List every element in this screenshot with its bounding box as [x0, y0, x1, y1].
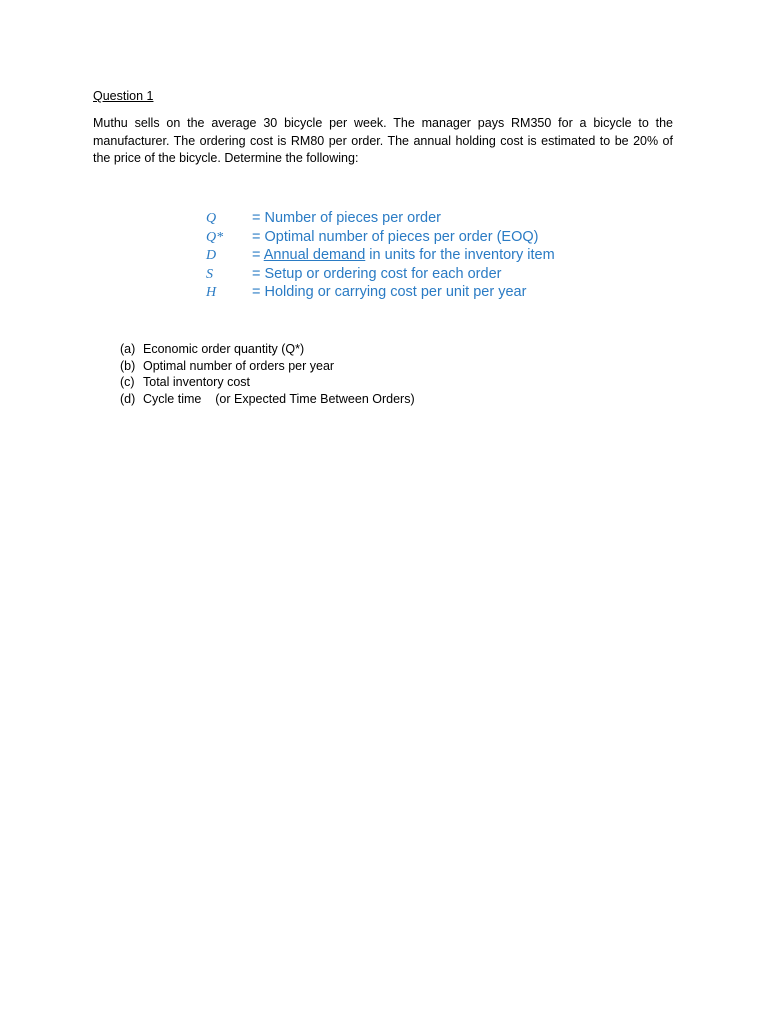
- definition-text: [252, 228, 539, 247]
- definitions-list: [206, 209, 626, 302]
- definition-text-pre: = Number of pieces per order: [252, 210, 441, 226]
- definition-symbol: Q: [206, 211, 217, 226]
- definition-text: [252, 265, 501, 284]
- question-intro: Muthu sells on the average 30 bicycle per week. The manager pays RM350 for a bicycle to the manufacturer. The ordering cost is RM80 per order. The annual holding cost is estimated to be 20% of the price of the bicycle. Determine the following:: [93, 116, 673, 165]
- question-part-c: [120, 374, 540, 391]
- definition-text-post: in units for the inventory item: [365, 247, 555, 263]
- part-marker: (d): [120, 392, 136, 407]
- definition-text-pre: = Setup or ordering cost for each order: [252, 265, 502, 282]
- question-part-b: [120, 358, 540, 375]
- part-text: Total inventory cost: [143, 375, 250, 390]
- question-parts-list: [120, 341, 540, 408]
- definition-text-pre: = Optimal number of pieces per order (EOQ): [252, 228, 539, 245]
- definition-symbol: S: [206, 266, 213, 282]
- part-marker: (c): [120, 375, 135, 390]
- definition-text: [252, 283, 526, 302]
- definition-row-q-star: [206, 228, 626, 247]
- definition-text-pre: = Holding or carrying cost per unit per year: [252, 284, 527, 300]
- part-text: Economic order quantity (Q*): [143, 342, 305, 356]
- question-heading: Question 1: [93, 89, 154, 103]
- question-part-d: [120, 391, 540, 408]
- part-text: Optimal number of orders per year: [143, 358, 335, 373]
- definition-symbol: Q*: [206, 229, 224, 245]
- definition-row-d: [206, 246, 626, 265]
- definition-symbol: D: [206, 248, 217, 263]
- part-marker: (b): [120, 358, 136, 373]
- annual-demand-link-text: Annual demand: [263, 247, 366, 263]
- definition-text: [252, 209, 441, 228]
- definition-text-pre: =: [252, 247, 264, 263]
- definition-symbol: H: [206, 285, 217, 300]
- definition-row-h: [206, 283, 626, 302]
- part-text: Cycle time (or Expected Time Between Orders): [143, 392, 415, 407]
- definition-text: [252, 246, 555, 265]
- definition-row-s: [206, 265, 626, 284]
- definition-row-q: [206, 209, 626, 228]
- part-marker: (a): [120, 342, 136, 356]
- question-part-a: [120, 341, 540, 358]
